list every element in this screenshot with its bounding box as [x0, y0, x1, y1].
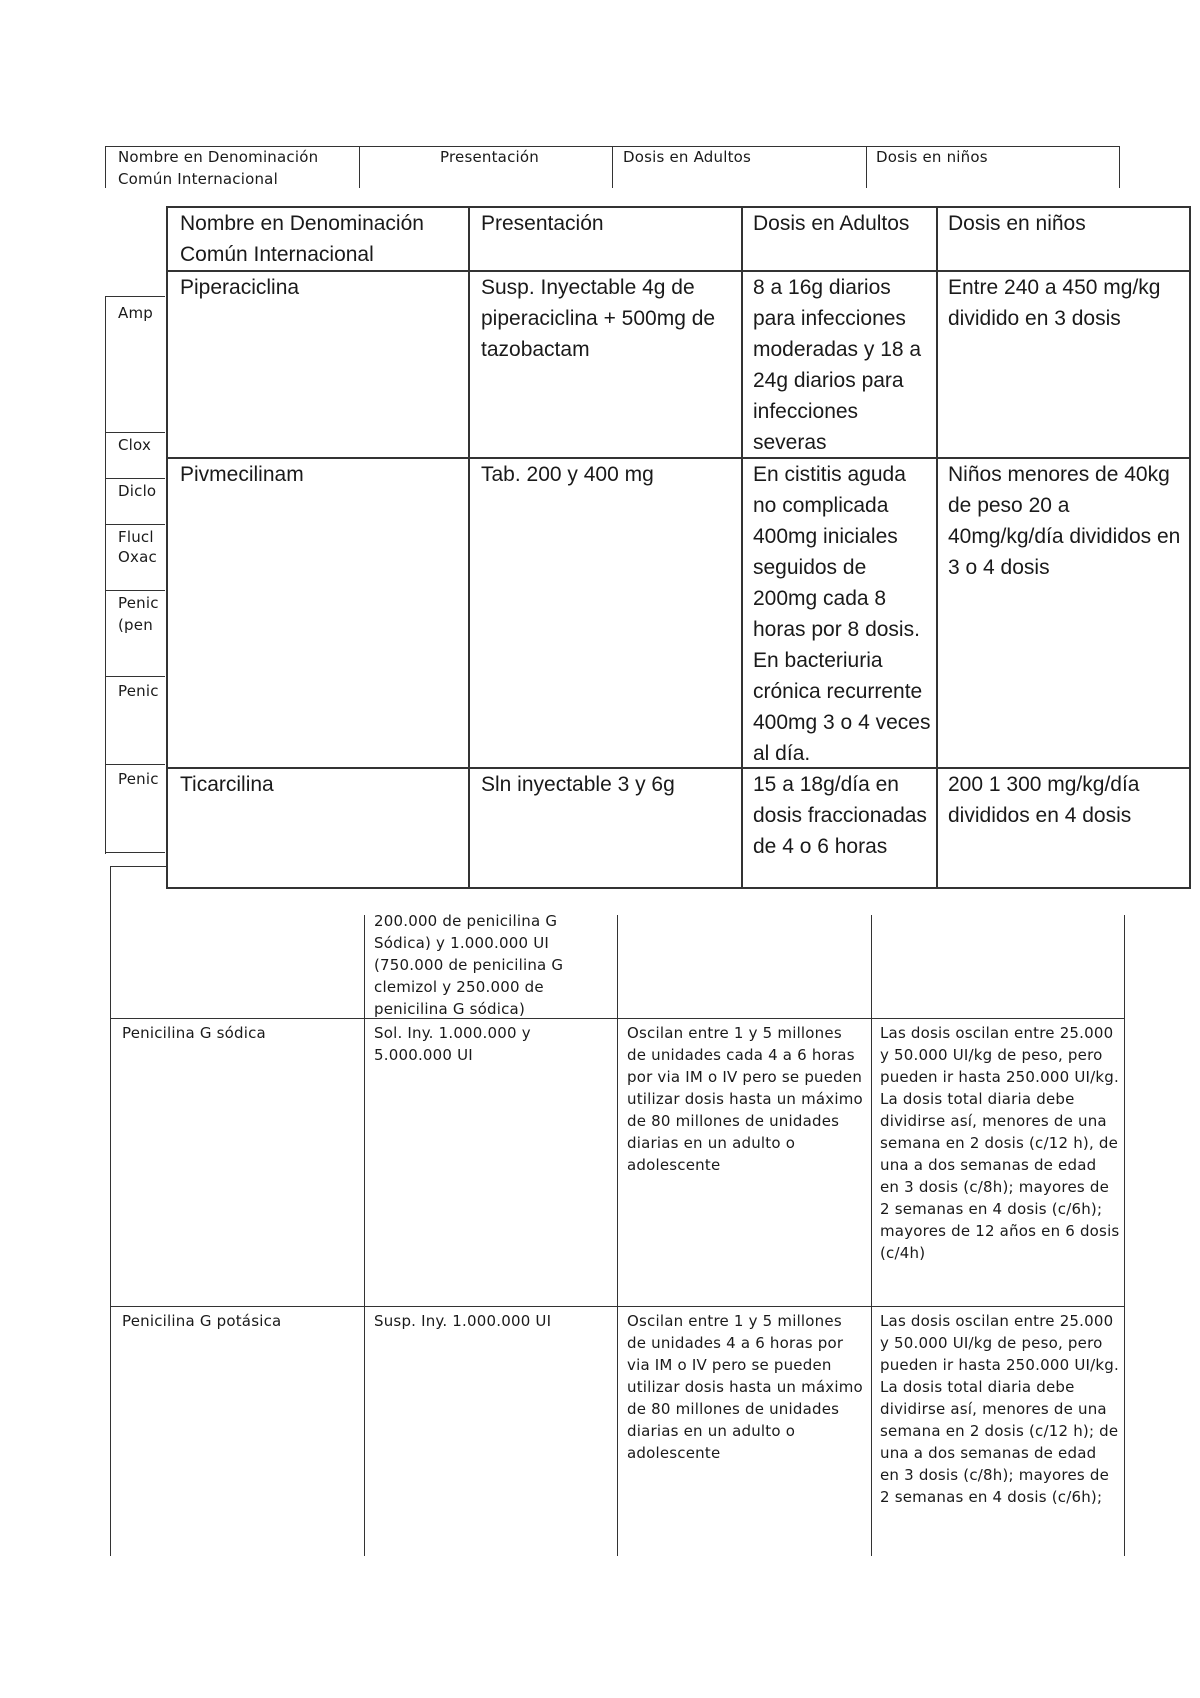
divider: [871, 915, 872, 1556]
bg-row-adults: Oscilan entre 1 y 5 millones de unidades cada 4 a 6 horas por via IM o IV pero se pueden utilizar dosis hasta un máximo de 80 millones de unidades diarias en un adulto o adolescente: [627, 1024, 863, 1174]
bg-fragment: Penic: [118, 682, 159, 700]
divider: [110, 1306, 1125, 1307]
bg-row-name: Penicilina G sódica: [122, 1024, 266, 1042]
bg-fragment: (pen: [118, 616, 153, 634]
divider: [741, 208, 743, 887]
overlay-row-adults: En cistitis aguda no complicada 400mg iniciales seguidos de 200mg cada 8 horas por 8 dosis. En bacteriuria crónica recurrente 400mg 3 o 4 veces al día.: [753, 463, 931, 765]
bg-fragment: Oxac: [118, 548, 157, 566]
divider: [105, 764, 165, 765]
divider: [105, 676, 165, 677]
overlay-row-adults: 15 a 18g/día en dosis fraccionadas de 4 o 6 horas: [753, 773, 927, 858]
divider: [612, 146, 613, 188]
divider: [364, 915, 365, 1556]
divider: [936, 208, 938, 887]
divider: [468, 208, 470, 887]
divider: [866, 146, 867, 188]
divider: [1119, 146, 1120, 188]
bg-fragment: Clox: [118, 436, 152, 454]
bg-row-presentation: Sol. Iny. 1.000.000 y 5.000.000 UI: [374, 1024, 531, 1064]
bg-header-presentation: Presentación: [440, 148, 539, 166]
bg-fragment: Amp: [118, 304, 153, 322]
overlay-row-children: Niños menores de 40kg de peso 20 a 40mg/kg/día divididos en 3 o 4 dosis: [948, 463, 1181, 579]
divider: [110, 866, 166, 867]
overlay-header-adults: Dosis en Adultos: [753, 212, 910, 235]
overlay-header-presentation: Presentación: [481, 212, 604, 235]
overlay-row-children: Entre 240 a 450 mg/kg dividido en 3 dosis: [948, 276, 1161, 330]
overlay-row-presentation: Tab. 200 y 400 mg: [481, 463, 654, 486]
divider: [105, 296, 165, 297]
divider: [105, 296, 106, 854]
overlay-row-adults: 8 a 16g diarios para infecciones moderadas y 18 a 24g diarios para infecciones severas: [753, 276, 922, 454]
bg-header-adults: Dosis en Adultos: [623, 148, 752, 166]
bg-fragment: Diclo: [118, 482, 157, 500]
bg-header-children: Dosis en niños: [876, 148, 988, 166]
bg-row-children: Las dosis oscilan entre 25.000 y 50.000 UI/kg de peso, pero pueden ir hasta 250.000 UI/kg. La dosis total diaria debe dividirse así, menores de una semana en 2 dosis (c/12 h), de una a dos semanas de edad en 3 dosis (c/8h); mayores de 2 semanas en 4 dosis (c/6h); mayores de 12 años en 6 dosis (c/4h): [880, 1024, 1120, 1262]
bg-row-adults: Oscilan entre 1 y 5 millones de unidades 4 a 6 horas por via IM o IV pero se pueden utilizar dosis hasta un máximo de 80 millones de unidades diarias en un adulto o adolescente: [627, 1312, 863, 1462]
divider: [359, 146, 360, 188]
divider: [110, 866, 111, 1556]
bg-presentation-continuation: 200.000 de penicilina G Sódica) y 1.000.000 UI (750.000 de penicilina G clemizol y 250.000 de penicilina G sódica): [374, 912, 564, 1018]
bg-fragment: Flucl: [118, 528, 154, 546]
divider: [105, 524, 165, 525]
divider: [105, 146, 106, 188]
overlay-row-children: 200 1 300 mg/kg/día divididos en 4 dosis: [948, 773, 1140, 827]
bg-fragment: Penic: [118, 770, 159, 788]
overlay-table: [166, 206, 1191, 889]
divider: [105, 852, 165, 853]
divider: [617, 915, 618, 1556]
bg-fragment: Penic: [118, 594, 159, 612]
bg-row-children: Las dosis oscilan entre 25.000 y 50.000 UI/kg de peso, pero pueden ir hasta 250.000 UI/kg. La dosis total diaria debe dividirse así, menores de una semana en 2 dosis (c/12 h); de una a dos semanas de edad en 3 dosis (c/8h); mayores de 2 semanas en 4 dosis (c/6h);: [880, 1312, 1119, 1506]
overlay-row-presentation: Sln inyectable 3 y 6g: [481, 773, 675, 796]
overlay-header-children: Dosis en niños: [948, 212, 1086, 235]
overlay-row-name: Ticarcilina: [180, 773, 274, 796]
bg-header-name: Nombre en Denominación Común Internacional: [118, 148, 319, 188]
overlay-row-name: Pivmecilinam: [180, 463, 304, 486]
divider: [110, 1018, 1125, 1019]
bg-row-name: Penicilina G potásica: [122, 1312, 282, 1330]
overlay-row-name: Piperaciclina: [180, 276, 300, 299]
overlay-row-presentation: Susp. Inyectable 4g de piperaciclina + 500mg de tazobactam: [481, 276, 716, 361]
divider: [1124, 915, 1125, 1556]
overlay-header-name: Nombre en Denominación Común Internacional: [180, 212, 424, 266]
divider: [105, 478, 165, 479]
divider: [105, 432, 165, 433]
bg-row-presentation: Susp. Iny. 1.000.000 UI: [374, 1312, 552, 1330]
divider: [105, 590, 165, 591]
